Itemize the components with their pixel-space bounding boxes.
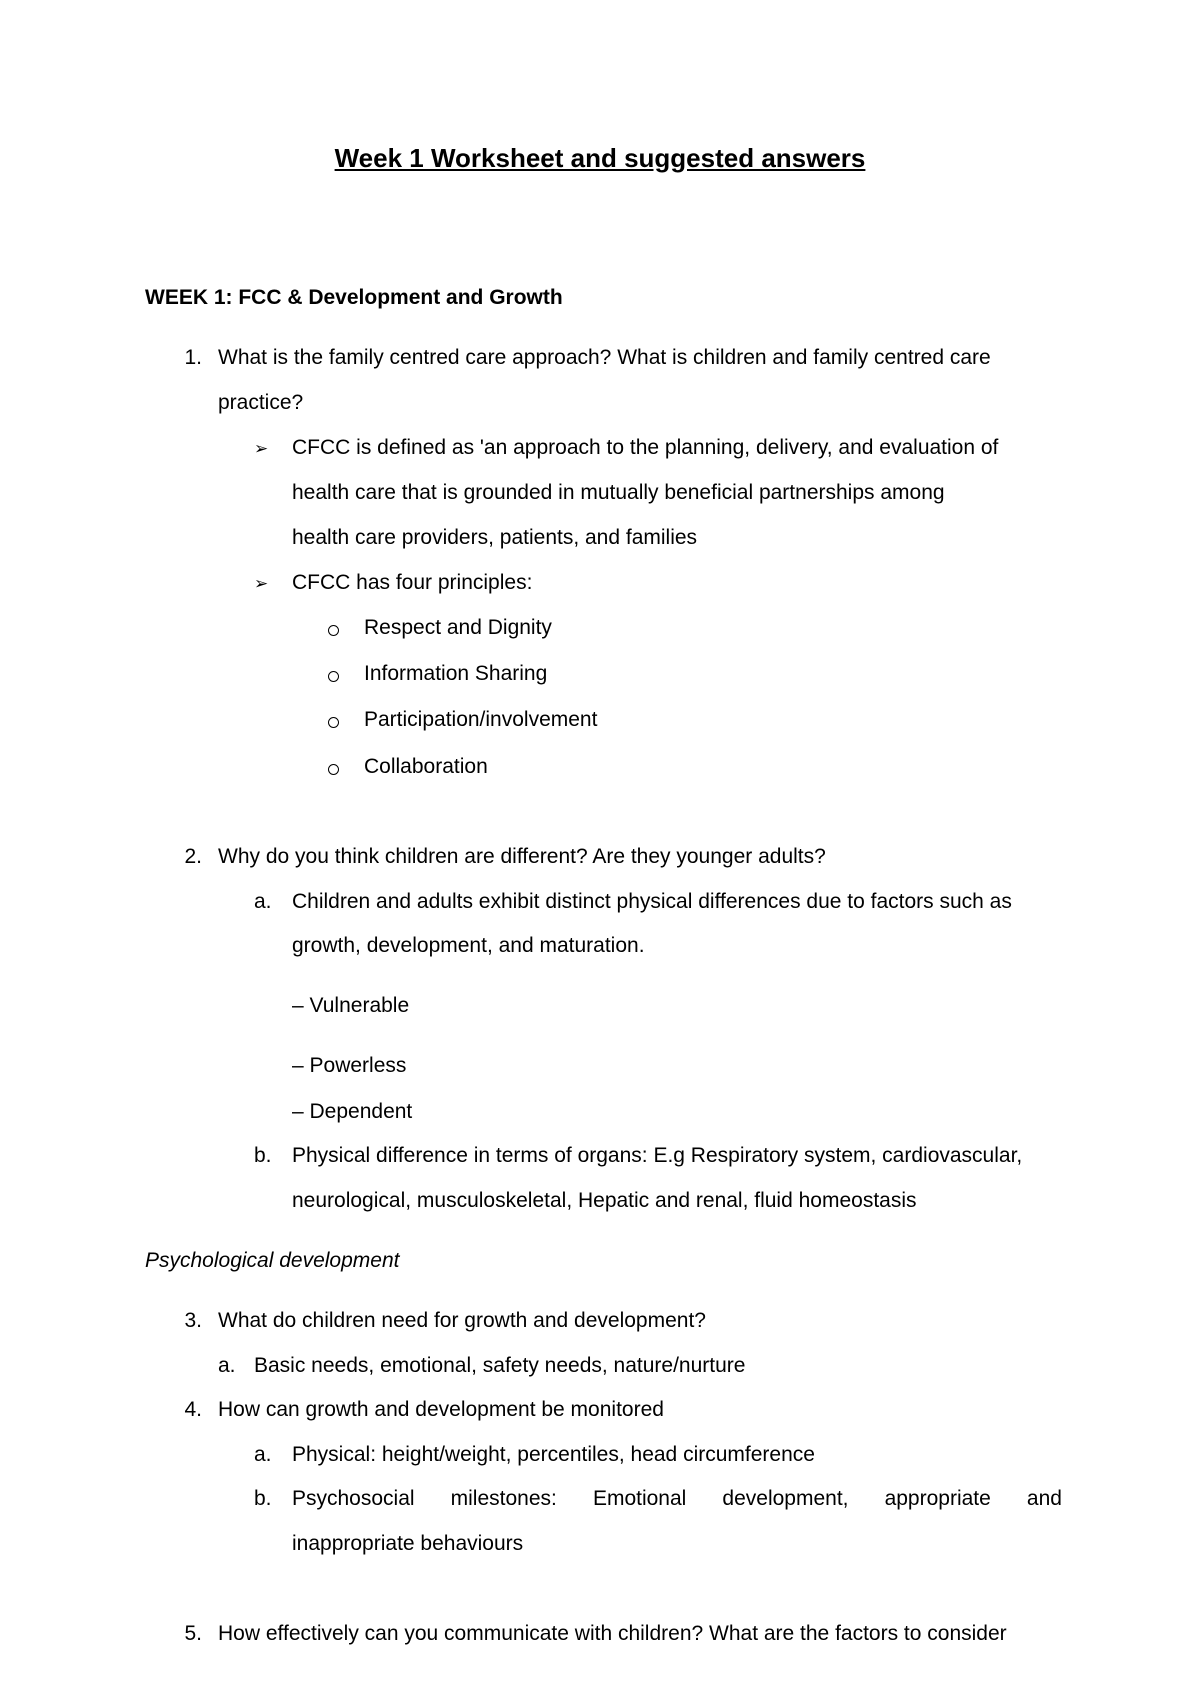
answer-text: inappropriate behaviours bbox=[292, 1532, 524, 1555]
question-text: How effectively can you communicate with children? What are the factors to consider bbox=[218, 1622, 1007, 1645]
answer-word: Emotional bbox=[592, 1487, 687, 1510]
answer-word: appropriate bbox=[884, 1487, 991, 1510]
answer-text: CFCC has four principles: bbox=[292, 571, 533, 594]
answer-word: and bbox=[1026, 1487, 1062, 1510]
answer-text: Children and adults exhibit distinct physical differences due to factors such as bbox=[292, 890, 1012, 913]
answer-word: Psychosocial bbox=[292, 1487, 415, 1510]
list-item: Respect and Dignity bbox=[364, 616, 552, 639]
question-number: 2. bbox=[184, 845, 202, 868]
page-title: Week 1 Worksheet and suggested answers bbox=[334, 143, 866, 173]
question-text: practice? bbox=[218, 391, 304, 414]
answer-text: neurological, musculoskeletal, Hepatic and renal, fluid homeostasis bbox=[292, 1189, 917, 1212]
justified-answer-line bbox=[292, 1487, 1062, 1511]
question-number: 3. bbox=[184, 1309, 202, 1332]
dash-item: – Dependent bbox=[292, 1100, 413, 1123]
list-item: Participation/involvement bbox=[364, 708, 598, 731]
arrow-bullet-icon: ➢ bbox=[254, 574, 269, 593]
answer-word: milestones: bbox=[450, 1487, 557, 1510]
circle-bullet-icon bbox=[328, 717, 339, 728]
sub-label: b. bbox=[254, 1487, 272, 1510]
question-number: 5. bbox=[184, 1622, 202, 1645]
sub-label: b. bbox=[254, 1144, 272, 1167]
answer-text: health care that is grounded in mutually beneficial partnerships among bbox=[292, 481, 945, 504]
dash-item: – Vulnerable bbox=[292, 994, 410, 1017]
question-number: 4. bbox=[184, 1398, 202, 1421]
answer-text: Basic needs, emotional, safety needs, nature/nurture bbox=[254, 1354, 746, 1377]
dash-item: – Powerless bbox=[292, 1054, 407, 1077]
answer-text: growth, development, and maturation. bbox=[292, 934, 645, 957]
list-item: Collaboration bbox=[364, 755, 488, 778]
answer-text: Physical difference in terms of organs: E.g Respiratory system, cardiovascular, bbox=[292, 1144, 1023, 1167]
question-text: What do children need for growth and development? bbox=[218, 1309, 706, 1332]
week-heading: WEEK 1: FCC & Development and Growth bbox=[145, 286, 563, 309]
sub-label: a. bbox=[254, 1443, 272, 1466]
question-text: How can growth and development be monitored bbox=[218, 1398, 664, 1421]
section-heading: Psychological development bbox=[145, 1249, 400, 1272]
sub-label: a. bbox=[218, 1354, 236, 1377]
question-number: 1. bbox=[184, 346, 202, 369]
circle-bullet-icon bbox=[328, 764, 339, 775]
answer-text: Physical: height/weight, percentiles, head circumference bbox=[292, 1443, 815, 1466]
question-text: Why do you think children are different? Are they younger adults? bbox=[218, 845, 826, 868]
circle-bullet-icon bbox=[328, 625, 339, 636]
arrow-bullet-icon: ➢ bbox=[254, 439, 269, 458]
answer-text: health care providers, patients, and families bbox=[292, 526, 698, 549]
answer-text: CFCC is defined as 'an approach to the planning, delivery, and evaluation of bbox=[292, 436, 999, 459]
answer-word: development, bbox=[722, 1487, 849, 1510]
list-item: Information Sharing bbox=[364, 662, 548, 685]
question-text: What is the family centred care approach? What is children and family centred care bbox=[218, 346, 991, 369]
sub-label: a. bbox=[254, 890, 272, 913]
circle-bullet-icon bbox=[328, 671, 339, 682]
